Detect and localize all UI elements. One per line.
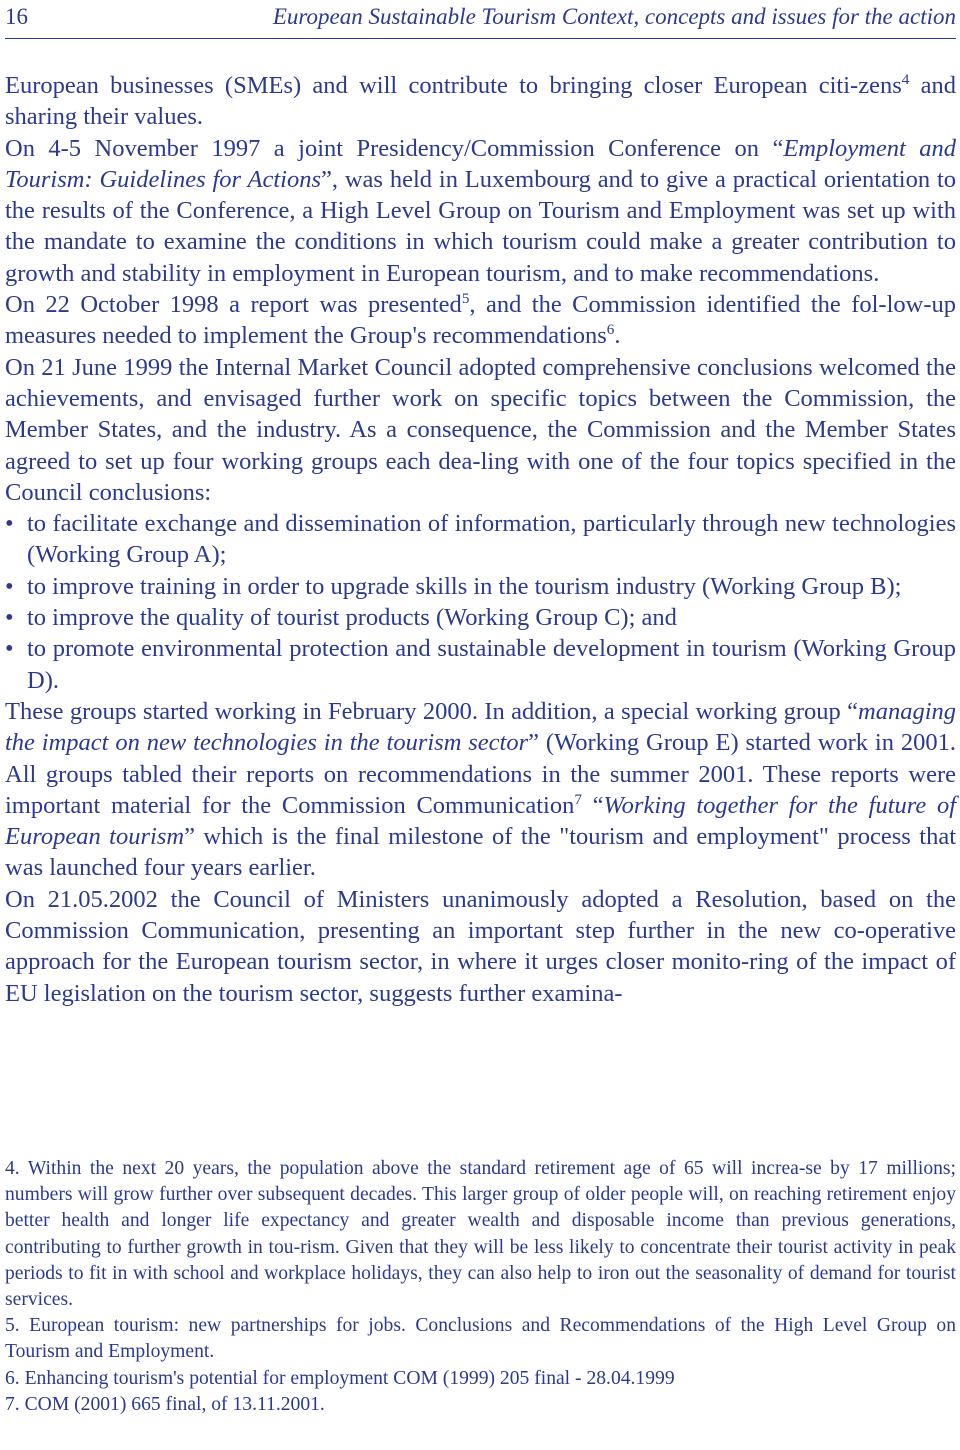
footnote-5: 5. European tourism: new partnerships for jobs. Conclusions and Recommendations of the High Level Group on Tourism and Employment. xyxy=(5,1315,956,1363)
bullet-icon: • xyxy=(5,572,14,600)
list-item xyxy=(5,571,956,602)
list-item-text: to promote environmental protection and sustainable development in tourism (Working Group D). xyxy=(27,635,956,694)
paragraph-6: On 21.05.2002 the Council of Ministers unanimously adopted a Resolution, based on the Commission Communication, presenting an important step further in the new co-operative approach for the European tourism sector, in where it urges closer monito-ring of the impact of EU legislation on the tourism sector, suggests further examina- xyxy=(5,885,956,1007)
paragraph-2 xyxy=(5,133,956,289)
footnote-ref-6[interactable]: 6 xyxy=(606,321,615,339)
paragraph-1 xyxy=(5,70,956,133)
paragraph-2-text-b: ”, was held in Luxembourg and to give a practical orientation to the results of the Conference, a High Level Group on Tourism and Employment was set up with the mandate to examine the conditions in which tourism could make a greater contribution to growth and stability in employment in European tourism, and to make recommendations. xyxy=(5,165,956,287)
conference-title: Employment and Tourism: Guidelines for Actions xyxy=(5,134,956,193)
bullet-icon: • xyxy=(5,510,14,538)
footnote-7: 7. COM (2001) 665 final, of 13.11.2001. xyxy=(5,1393,325,1415)
list-item-text: to improve training in order to upgrade skills in the tourism industry (Working Group B); xyxy=(27,572,902,600)
paragraph-3 xyxy=(5,289,956,352)
bullet-icon: • xyxy=(5,635,14,663)
running-header xyxy=(5,0,956,39)
paragraph-5-text-a: These groups started working in February 2000. In addition, a special working group “ xyxy=(5,697,858,725)
working-groups-list xyxy=(5,508,956,696)
body-text xyxy=(5,70,956,1009)
paragraph-5-text-c: “ xyxy=(581,791,604,819)
paragraph-5 xyxy=(5,696,956,884)
footnote-ref-7[interactable]: 7 xyxy=(574,790,582,808)
paragraph-5-text-d: ” which is the final milestone of the "tourism and employment" process that was launched four years earlier. xyxy=(5,823,957,882)
working-group-e-title: managing the impact on new technologies in the tourism sector xyxy=(5,697,956,757)
footnote-6: 6. Enhancing tourism's potential for employment COM (1999) 205 final - 28.04.1999 xyxy=(5,1367,675,1389)
paragraph-3-text-a: On 22 October 1998 a report was presented xyxy=(5,291,462,319)
page-number: 16 xyxy=(5,4,28,29)
paragraph-1-end: and sharing their values. xyxy=(5,72,957,131)
running-title: European Sustainable Tourism Context, concepts and issues for the action xyxy=(272,4,956,29)
list-item-text: to facilitate exchange and dissemination of information, particularly through new technologies (Working Group A); xyxy=(27,510,956,569)
list-item xyxy=(5,602,956,633)
list-item-text: to improve the quality of tourist products (Working Group C); and xyxy=(27,604,677,632)
footnotes xyxy=(5,1156,956,1418)
paragraph-5-text-b: ” (Working Group E) started work in 2001. All groups tabled their reports on recommendations in the summer 2001. These reports were important material for the Commission Communication xyxy=(5,729,956,819)
footnote-ref-4[interactable]: 4 xyxy=(901,70,910,88)
footnote-ref-5[interactable]: 5 xyxy=(461,289,470,307)
paragraph-1-text: European businesses (SMEs) and will contribute to bringing closer European citi-zens xyxy=(5,72,902,99)
paragraph-2-text-a: On 4-5 November 1997 a joint Presidency/Commission Conference on “ xyxy=(5,134,784,162)
paragraph-3-text-c: . xyxy=(614,322,621,350)
list-item xyxy=(5,508,956,571)
communication-title: Working together for the future of European tourism xyxy=(5,791,957,851)
list-item xyxy=(5,633,956,696)
bullet-icon: • xyxy=(5,604,14,632)
paragraph-3-text-b: , and the Commission identified the fol-low-up measures needed to implement the Group's recommendations xyxy=(5,291,956,350)
paragraph-4: On 21 June 1999 the Internal Market Council adopted comprehensive conclusions welcomed the achievements, and envisaged further work on specific topics between the Commission, the Member States, and the industry. As a consequence, the Commission and the Member States agreed to set up four working groups each dea-ling with one of the four topics specified in the Council conclusions: xyxy=(5,353,956,506)
footnote-4: 4. Within the next 20 years, the population above the standard retirement age of 65 will increa-se by 17 millions; numbers will grow further over subsequent decades. This larger group of older people will, on reaching retirement enjoy better health and longer life expectancy and greater wealth and disposable income than previous generations, contributing to further growth in tou-rism. Given that they will be less likely to concentrate their tourist activity in peak periods to fit in with school and workplace holidays, they can also help to iron out the seasonality of demand for tourist services. xyxy=(5,1158,956,1311)
